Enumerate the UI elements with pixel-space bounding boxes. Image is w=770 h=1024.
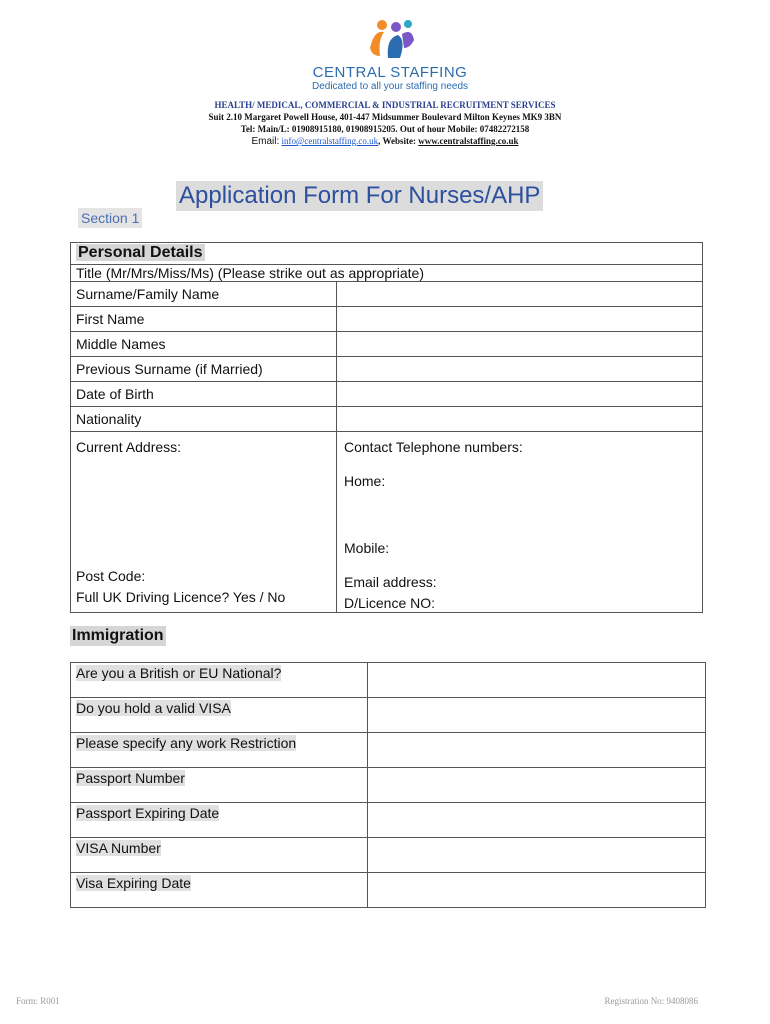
email-address-label: Email address: bbox=[344, 574, 437, 590]
email-label: Email: bbox=[251, 136, 280, 147]
company-logo bbox=[300, 18, 480, 98]
passport-expiry-label: Passport Expiring Date bbox=[71, 803, 368, 838]
licence-number-label: D/Licence NO: bbox=[344, 595, 436, 611]
post-code-label: Post Code: bbox=[76, 568, 146, 584]
brand-name: CENTRAL STAFFING bbox=[312, 64, 468, 81]
passport-number-input[interactable] bbox=[368, 768, 706, 803]
website-link[interactable]: www.centralstaffing.co.uk bbox=[418, 136, 519, 146]
form-title: Application Form For Nurses/AHP bbox=[176, 181, 543, 211]
email-website-line: Email: info@centralstaffing.co.uk, Website: www.centralstaffing.co.uk bbox=[251, 136, 519, 147]
people-logo-icon bbox=[360, 18, 420, 62]
driving-licence-label: Full UK Driving Licence? Yes / No bbox=[76, 589, 286, 605]
visa-number-label: VISA Number bbox=[71, 838, 368, 873]
work-restriction-input[interactable] bbox=[368, 733, 706, 768]
contact-numbers-label: Contact Telephone numbers: bbox=[344, 439, 523, 455]
home-phone-label: Home: bbox=[344, 473, 386, 489]
valid-visa-label: Do you hold a valid VISA bbox=[71, 698, 368, 733]
immigration-heading: Immigration bbox=[72, 627, 164, 644]
title-field[interactable]: Title (Mr/Mrs/Miss/Ms) (Please strike out as appropriate) bbox=[71, 265, 703, 282]
work-restriction-label: Please specify any work Restriction bbox=[71, 733, 368, 768]
first-name-label: First Name bbox=[71, 307, 337, 332]
valid-visa-input[interactable] bbox=[368, 698, 706, 733]
brand-tagline: Dedicated to all your staffing needs bbox=[311, 81, 469, 92]
previous-surname-label: Previous Surname (if Married) bbox=[71, 357, 337, 382]
address-line: Suit 2.10 Margaret Powell House, 401-447 Midsummer Boulevard Milton Keynes MK9 3BN bbox=[208, 112, 562, 122]
nationality-label: Nationality bbox=[71, 407, 337, 432]
immigration-table bbox=[70, 662, 706, 908]
british-eu-input[interactable] bbox=[368, 663, 706, 698]
middle-names-label: Middle Names bbox=[71, 332, 337, 357]
visa-expiry-input[interactable] bbox=[368, 873, 706, 908]
first-name-input[interactable] bbox=[337, 307, 703, 332]
registration-number: Registration No: 9408086 bbox=[604, 996, 698, 1006]
british-eu-label: Are you a British or EU National? bbox=[71, 663, 368, 698]
personal-details-heading: Personal Details bbox=[71, 243, 703, 265]
current-address-label: Current Address: bbox=[76, 439, 182, 455]
middle-names-input[interactable] bbox=[337, 332, 703, 357]
passport-expiry-input[interactable] bbox=[368, 803, 706, 838]
personal-details-table bbox=[70, 242, 703, 613]
surname-label: Surname/Family Name bbox=[71, 282, 337, 307]
visa-expiry-label: Visa Expiring Date bbox=[71, 873, 368, 908]
company-header bbox=[0, 99, 770, 148]
section-label: Section 1 bbox=[78, 208, 142, 228]
passport-number-label: Passport Number bbox=[71, 768, 368, 803]
services-line: HEALTH/ MEDICAL, COMMERCIAL & INDUSTRIAL RECRUITMENT SERVICES bbox=[214, 100, 556, 110]
address-cell[interactable] bbox=[71, 432, 337, 613]
date-of-birth-input[interactable] bbox=[337, 382, 703, 407]
website-label: Website: bbox=[382, 136, 416, 146]
contact-cell[interactable] bbox=[337, 432, 703, 613]
mobile-phone-label: Mobile: bbox=[344, 540, 390, 556]
nationality-input[interactable] bbox=[337, 407, 703, 432]
visa-number-input[interactable] bbox=[368, 838, 706, 873]
date-of-birth-label: Date of Birth bbox=[71, 382, 337, 407]
surname-input[interactable] bbox=[337, 282, 703, 307]
form-code: Form: R001 bbox=[16, 996, 60, 1006]
email-link[interactable]: info@centralstaffing.co.uk bbox=[281, 136, 379, 146]
phone-line: Tel: Main/L: 01908915180, 01908915205. Out of hour Mobile: 07482272158 bbox=[240, 124, 530, 134]
previous-surname-input[interactable] bbox=[337, 357, 703, 382]
